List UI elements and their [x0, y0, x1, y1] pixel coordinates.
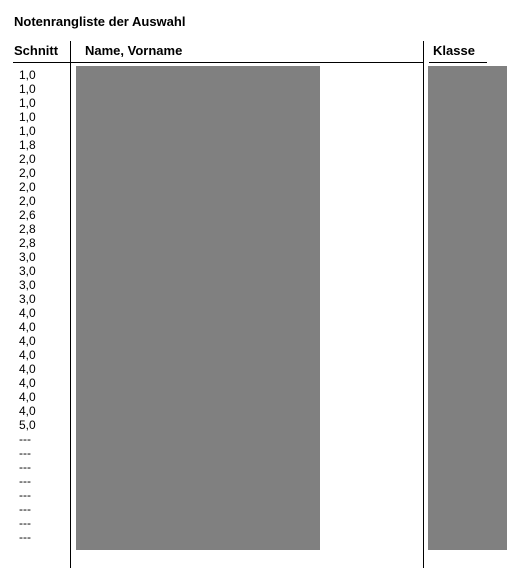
grade-value: 2,0	[19, 152, 36, 166]
grade-value: 1,0	[19, 82, 36, 96]
grade-value: 2,0	[19, 194, 36, 208]
grade-value: ---	[19, 446, 31, 460]
grade-value: 2,8	[19, 222, 36, 236]
grade-value: 3,0	[19, 278, 36, 292]
header-underline-klasse	[429, 62, 487, 63]
grade-value: 1,0	[19, 68, 36, 82]
grade-value: 1,8	[19, 138, 36, 152]
grade-value: 2,8	[19, 236, 36, 250]
grade-value: 4,0	[19, 348, 36, 362]
grade-value: 4,0	[19, 376, 36, 390]
column-header-klasse: Klasse	[433, 43, 475, 58]
grade-value: 4,0	[19, 306, 36, 320]
grade-value: 3,0	[19, 264, 36, 278]
report-title: Notenrangliste der Auswahl	[14, 14, 186, 29]
grade-value: ---	[19, 488, 31, 502]
grade-value: 2,0	[19, 180, 36, 194]
grade-value: ---	[19, 460, 31, 474]
column-header-schnitt: Schnitt	[14, 43, 59, 58]
grade-value: 4,0	[19, 362, 36, 376]
redacted-names-block	[76, 66, 320, 550]
grade-value: 4,0	[19, 404, 36, 418]
column-divider-right	[423, 41, 424, 568]
grade-value: ---	[19, 516, 31, 530]
grade-list	[19, 68, 36, 544]
grade-value: 2,0	[19, 166, 36, 180]
grade-value: 1,0	[19, 124, 36, 138]
grade-value: ---	[19, 502, 31, 516]
header-underline	[13, 62, 423, 63]
redacted-klasse-block	[428, 66, 507, 550]
grade-value: 1,0	[19, 110, 36, 124]
grade-value: 4,0	[19, 390, 36, 404]
grade-value: 5,0	[19, 418, 36, 432]
grade-value: 2,6	[19, 208, 36, 222]
column-divider-left	[70, 41, 71, 568]
column-header-name: Name, Vorname	[85, 43, 183, 58]
grade-value: ---	[19, 474, 31, 488]
grade-value: ---	[19, 530, 31, 544]
grade-value: 4,0	[19, 320, 36, 334]
grade-value: 3,0	[19, 292, 36, 306]
grade-value: 3,0	[19, 250, 36, 264]
grade-value: 4,0	[19, 334, 36, 348]
grade-value: ---	[19, 432, 31, 446]
grade-value: 1,0	[19, 96, 36, 110]
